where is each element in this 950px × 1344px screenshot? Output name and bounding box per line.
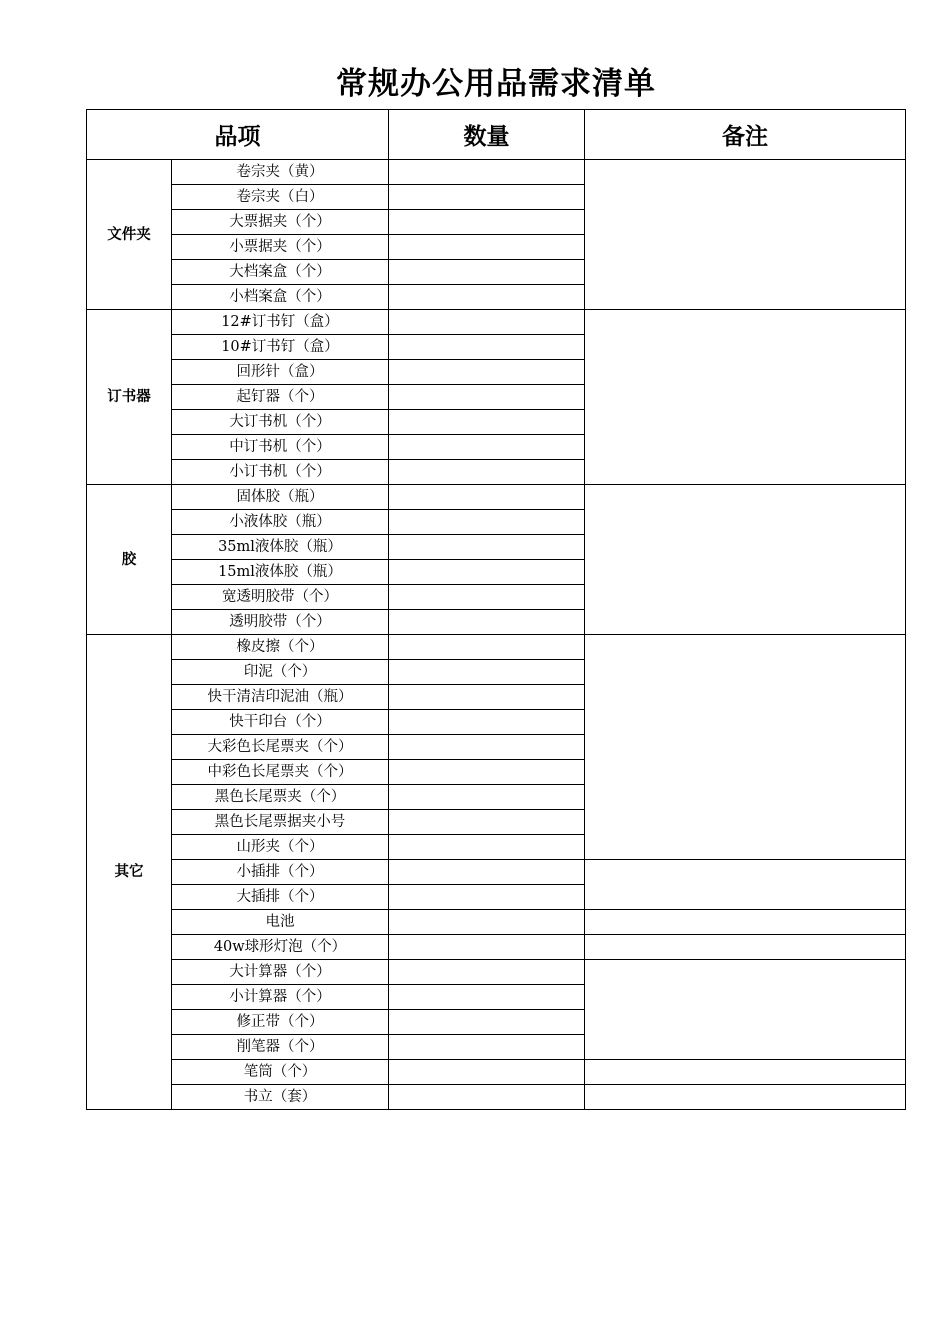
header-notes: 备注 <box>585 110 906 160</box>
quantity-cell[interactable] <box>389 1035 585 1060</box>
item-name: 35ml液体胶（瓶） <box>172 535 389 560</box>
notes-cell[interactable] <box>585 310 906 485</box>
quantity-cell[interactable] <box>389 285 585 310</box>
quantity-cell[interactable] <box>389 235 585 260</box>
notes-cell[interactable] <box>585 1060 906 1085</box>
quantity-cell[interactable] <box>389 1010 585 1035</box>
page-title: 常规办公用品需求清单 <box>336 66 656 102</box>
quantity-cell[interactable] <box>389 335 585 360</box>
header-item: 品项 <box>87 110 389 160</box>
quantity-cell[interactable] <box>389 610 585 635</box>
quantity-cell[interactable] <box>389 435 585 460</box>
quantity-cell[interactable] <box>389 660 585 685</box>
table-row <box>87 310 906 335</box>
quantity-cell[interactable] <box>389 785 585 810</box>
table-row <box>87 860 906 885</box>
notes-cell[interactable] <box>585 860 906 910</box>
item-name: 小插排（个） <box>172 860 389 885</box>
quantity-cell[interactable] <box>389 685 585 710</box>
group-label: 胶 <box>87 485 172 635</box>
table-row <box>87 960 906 985</box>
group-label: 其它 <box>87 635 172 1110</box>
item-name: 印泥（个） <box>172 660 389 685</box>
item-name: 小计算器（个） <box>172 985 389 1010</box>
item-name: 大计算器（个） <box>172 960 389 985</box>
quantity-cell[interactable] <box>389 485 585 510</box>
notes-cell[interactable] <box>585 935 906 960</box>
item-name: 大档案盒（个） <box>172 260 389 285</box>
item-name: 黑色长尾票据夹小号 <box>172 810 389 835</box>
item-name: 中订书机（个） <box>172 435 389 460</box>
notes-cell[interactable] <box>585 910 906 935</box>
header-quantity: 数量 <box>389 110 585 160</box>
group-label: 文件夹 <box>87 160 172 310</box>
notes-cell[interactable] <box>585 960 906 1060</box>
item-name: 小订书机（个） <box>172 460 389 485</box>
item-name: 快干印台（个） <box>172 710 389 735</box>
item-name: 固体胶（瓶） <box>172 485 389 510</box>
table-row <box>87 160 906 185</box>
item-name: 黑色长尾票夹（个） <box>172 785 389 810</box>
item-name: 削笔器（个） <box>172 1035 389 1060</box>
notes-cell[interactable] <box>585 160 906 310</box>
quantity-cell[interactable] <box>389 1085 585 1110</box>
table-row <box>87 935 906 960</box>
notes-cell[interactable] <box>585 1085 906 1110</box>
quantity-cell[interactable] <box>389 160 585 185</box>
item-name: 笔筒（个） <box>172 1060 389 1085</box>
supply-table <box>86 109 906 1110</box>
item-name: 卷宗夹（黄） <box>172 160 389 185</box>
item-name: 大彩色长尾票夹（个） <box>172 735 389 760</box>
quantity-cell[interactable] <box>389 385 585 410</box>
quantity-cell[interactable] <box>389 310 585 335</box>
item-name: 中彩色长尾票夹（个） <box>172 760 389 785</box>
quantity-cell[interactable] <box>389 410 585 435</box>
quantity-cell[interactable] <box>389 985 585 1010</box>
item-name: 宽透明胶带（个） <box>172 585 389 610</box>
item-name: 电池 <box>172 910 389 935</box>
item-name: 大订书机（个） <box>172 410 389 435</box>
item-name: 大票据夹（个） <box>172 210 389 235</box>
group-label: 订书器 <box>87 310 172 485</box>
item-name: 10#订书钉（盒） <box>172 335 389 360</box>
notes-cell[interactable] <box>585 635 906 860</box>
table-row <box>87 910 906 935</box>
quantity-cell[interactable] <box>389 185 585 210</box>
item-name: 透明胶带（个） <box>172 610 389 635</box>
quantity-cell[interactable] <box>389 885 585 910</box>
quantity-cell[interactable] <box>389 585 585 610</box>
quantity-cell[interactable] <box>389 760 585 785</box>
quantity-cell[interactable] <box>389 1060 585 1085</box>
quantity-cell[interactable] <box>389 260 585 285</box>
header-row <box>87 110 906 160</box>
item-name: 起钉器（个） <box>172 385 389 410</box>
quantity-cell[interactable] <box>389 835 585 860</box>
quantity-cell[interactable] <box>389 560 585 585</box>
quantity-cell[interactable] <box>389 710 585 735</box>
quantity-cell[interactable] <box>389 360 585 385</box>
table-row <box>87 635 906 660</box>
table-row <box>87 485 906 510</box>
quantity-cell[interactable] <box>389 635 585 660</box>
quantity-cell[interactable] <box>389 510 585 535</box>
item-name: 小档案盒（个） <box>172 285 389 310</box>
item-name: 12#订书钉（盒） <box>172 310 389 335</box>
item-name: 回形针（盒） <box>172 360 389 385</box>
item-name: 40w球形灯泡（个） <box>172 935 389 960</box>
item-name: 修正带（个） <box>172 1010 389 1035</box>
item-name: 小票据夹（个） <box>172 235 389 260</box>
quantity-cell[interactable] <box>389 810 585 835</box>
quantity-cell[interactable] <box>389 960 585 985</box>
item-name: 大插排（个） <box>172 885 389 910</box>
item-name: 小液体胶（瓶） <box>172 510 389 535</box>
table-row <box>87 1085 906 1110</box>
quantity-cell[interactable] <box>389 910 585 935</box>
quantity-cell[interactable] <box>389 535 585 560</box>
quantity-cell[interactable] <box>389 935 585 960</box>
quantity-cell[interactable] <box>389 860 585 885</box>
item-name: 快干清洁印泥油（瓶） <box>172 685 389 710</box>
item-name: 山形夹（个） <box>172 835 389 860</box>
notes-cell[interactable] <box>585 485 906 635</box>
item-name: 15ml液体胶（瓶） <box>172 560 389 585</box>
quantity-cell[interactable] <box>389 460 585 485</box>
quantity-cell[interactable] <box>389 210 585 235</box>
quantity-cell[interactable] <box>389 735 585 760</box>
item-name: 橡皮擦（个） <box>172 635 389 660</box>
table-row <box>87 1060 906 1085</box>
item-name: 书立（套） <box>172 1085 389 1110</box>
item-name: 卷宗夹（白） <box>172 185 389 210</box>
